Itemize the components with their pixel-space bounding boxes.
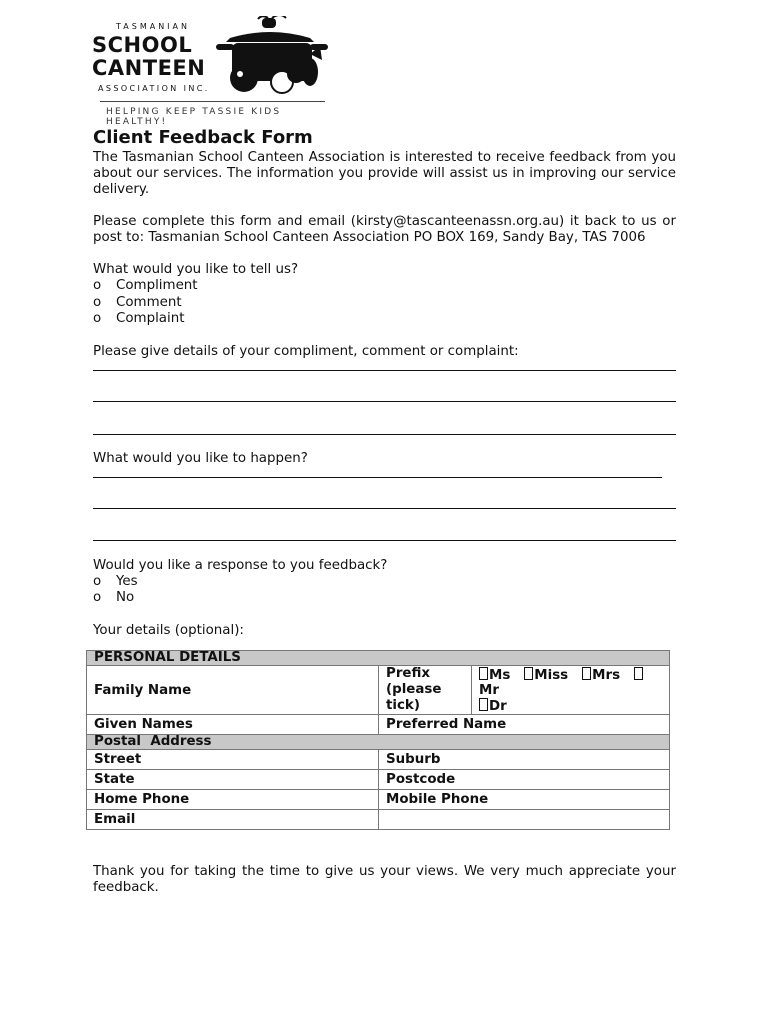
option-no[interactable]: o No bbox=[93, 590, 135, 605]
table-header-personal-details: PERSONAL DETAILS bbox=[87, 651, 670, 666]
preferred-name-label[interactable]: Preferred Name bbox=[379, 715, 670, 735]
personal-details-table bbox=[86, 650, 670, 830]
association-logo bbox=[92, 18, 337, 127]
happen-line-2[interactable] bbox=[93, 478, 676, 509]
prefix-ms[interactable]: Ms bbox=[479, 668, 510, 683]
happen-line-1[interactable] bbox=[93, 467, 662, 478]
logo-tagline: HELPING KEEP TASSIE KIDS HEALTHY! bbox=[106, 107, 282, 127]
question-happen: What would you like to happen? bbox=[93, 450, 308, 466]
instructions-paragraph: Please complete this form and email (kirsty@tascanteenassn.org.au) it back to us or post to: Tasmanian School Canteen Association PO BOX 169, Sandy Bay, TAS 7006 bbox=[93, 214, 676, 245]
form-body bbox=[93, 128, 676, 639]
question-response: Would you like a response to you feedback? bbox=[93, 557, 388, 573]
your-details-label: Your details (optional): bbox=[93, 622, 244, 638]
prefix-options bbox=[472, 666, 670, 715]
prefix-mr[interactable]: Mr bbox=[479, 668, 644, 698]
details-line-3[interactable] bbox=[93, 402, 676, 435]
table-header-postal-address: Postal Address bbox=[87, 735, 670, 750]
email-value-cell[interactable] bbox=[379, 810, 670, 830]
option-yes[interactable]: o Yes bbox=[93, 573, 138, 589]
logo-line-school-canteen: SCHOOL CANTEEN bbox=[92, 33, 206, 80]
street-label[interactable]: Street bbox=[87, 750, 379, 770]
prefix-label: Prefix (please tick) bbox=[379, 666, 472, 715]
details-line-1[interactable] bbox=[93, 360, 676, 371]
logo-line-association: ASSOCIATION INC. bbox=[98, 84, 210, 93]
page-title: Client Feedback Form bbox=[93, 127, 313, 148]
prefix-miss[interactable]: Miss bbox=[524, 668, 568, 683]
given-names-label[interactable]: Given Names bbox=[87, 715, 379, 735]
option-compliment[interactable]: o Compliment bbox=[93, 278, 198, 293]
intro-paragraph: The Tasmanian School Canteen Association is interested to receive feedback from you about our services. The information you provide will assist us in improving our service delivery. bbox=[93, 150, 676, 197]
prefix-dr[interactable]: Dr bbox=[479, 699, 507, 714]
option-comment[interactable]: o Comment bbox=[93, 294, 182, 310]
prefix-mrs[interactable]: Mrs bbox=[582, 668, 620, 683]
family-name-label[interactable]: Family Name bbox=[87, 666, 379, 715]
question-tell-us: What would you like to tell us? bbox=[93, 262, 299, 277]
mobile-phone-label[interactable]: Mobile Phone bbox=[379, 790, 670, 810]
question-details: Please give details of your compliment, comment or complaint: bbox=[93, 343, 519, 359]
option-complaint[interactable]: o Complaint bbox=[93, 311, 185, 326]
details-line-2[interactable] bbox=[93, 371, 676, 402]
email-label[interactable]: Email bbox=[87, 810, 379, 830]
logo-divider bbox=[100, 101, 325, 102]
happen-line-3[interactable] bbox=[93, 509, 676, 541]
thanks-paragraph: Thank you for taking the time to give us your views. We very much appreciate your feedback. bbox=[93, 864, 676, 895]
logo-line-tasmanian: TASMANIAN bbox=[116, 22, 190, 31]
postcode-label[interactable]: Postcode bbox=[379, 770, 670, 790]
pot-and-fruit-icon bbox=[210, 16, 335, 96]
suburb-label[interactable]: Suburb bbox=[379, 750, 670, 770]
state-label[interactable]: State bbox=[87, 770, 379, 790]
home-phone-label[interactable]: Home Phone bbox=[87, 790, 379, 810]
